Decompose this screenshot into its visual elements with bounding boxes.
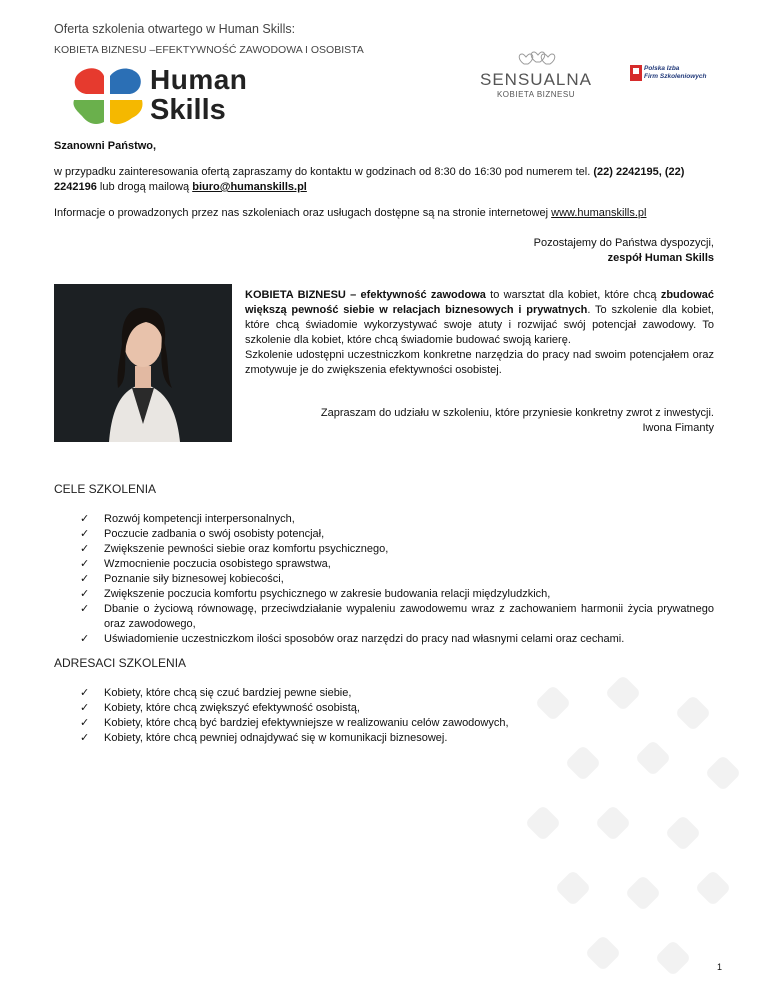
list-item <box>54 527 714 542</box>
sensualna-logo <box>476 44 596 108</box>
list-item-text: Kobiety, które chcą pewniej odnajdywać się w komunikacji biznesowej. <box>104 732 448 744</box>
info-paragraph <box>54 207 647 219</box>
contact-text: w przypadku zainteresowania ofertą zapraszamy do kontaktu w godzinach od 8:30 do 16:30 pod numerem tel. <box>54 166 594 178</box>
checkmark-icon: ✓ <box>80 603 90 615</box>
intro-highlight: zbudować większą pewność siebie w relacjach biznesowych i prywatnych <box>245 289 714 316</box>
checkmark-icon: ✓ <box>80 528 90 540</box>
pifs-line1: Polska Izba <box>644 65 680 72</box>
website-link[interactable]: www.humanskills.pl <box>551 207 647 219</box>
pifs-line2: Firm Szkoleniowych <box>644 73 707 80</box>
checkmark-icon: ✓ <box>80 732 90 744</box>
sensualna-sub: KOBIETA BIZNESU <box>496 90 576 99</box>
intro-text-2: . To szkolenie dla kobiet, które chcą świadomie wykorzystywać swoje atuty i rozwijać swój potencjał zawodowy. To szkolenie dla kobiet, które chcą świadomie budować swoją karierę. <box>245 304 714 346</box>
list-item-text: Poczucie zadbania o swój osobisty potencjał, <box>104 528 325 540</box>
audience-heading: ADRESACI SZKOLENIA <box>54 656 187 670</box>
info-text: Informacje o prowadzonych przez nas szkoleniach oraz usługach dostępne są na stronie internetowej <box>54 207 552 219</box>
phone-1: (22) 2242195, <box>593 166 662 178</box>
puzzle-heart-icon <box>70 64 146 128</box>
checkmark-icon: ✓ <box>80 588 90 600</box>
list-item-text: Kobiety, które chcą zwiększyć efektywność osobistą, <box>104 702 360 714</box>
list-item <box>54 686 714 701</box>
logo-word-skills: Skills <box>150 94 226 126</box>
greeting: Szanowni Państwo, <box>54 140 157 152</box>
list-item-text: Zwiększenie poczucia komfortu psychicznego w zakresie budowania relacji międzyludzkich, <box>104 588 551 600</box>
sensualna-name: SENSUALNA <box>480 70 592 89</box>
intro-paragraph-2: Szkolenie udostępni uczestniczkom konkretne narzędzia do pracy nad swoim potencjałem oraz zmotywuje je do zwiększenia efektywności osobistej. <box>245 349 714 376</box>
pifs-logo <box>630 64 720 86</box>
list-item <box>54 701 714 716</box>
list-item <box>54 572 714 587</box>
training-intro <box>245 288 714 378</box>
checkmark-icon: ✓ <box>80 687 90 699</box>
trainer-photo <box>54 284 232 442</box>
list-item-text: Dbanie o życiową równowagę, przeciwdziałanie wypaleniu zawodowemu wraz z zachowaniem harmonii życia prywatnego oraz zawodowego, <box>104 603 714 630</box>
email-link[interactable]: biuro@humanskills.pl <box>192 181 307 193</box>
list-item <box>54 512 714 527</box>
logo-word-human: Human <box>150 64 248 95</box>
list-item-text: Kobiety, które chcą być bardziej efektywniejsze w realizowaniu celów zawodowych, <box>104 717 509 729</box>
list-item-text: Rozwój kompetencji interpersonalnych, <box>104 513 295 525</box>
list-item <box>54 587 714 602</box>
goals-heading: CELE SZKOLENIA <box>54 482 157 496</box>
list-item <box>54 632 714 647</box>
signoff-line2: zespół Human Skills <box>607 252 714 264</box>
list-item <box>54 731 714 746</box>
list-item-text: Poznanie siły biznesowej kobiecości, <box>104 573 284 585</box>
checkmark-icon: ✓ <box>80 702 90 714</box>
checkmark-icon: ✓ <box>80 633 90 645</box>
checkmark-icon: ✓ <box>80 558 90 570</box>
list-item <box>54 716 714 731</box>
checkmark-icon: ✓ <box>80 573 90 585</box>
invitation-text: Zapraszam do udziału w szkoleniu, które przyniesie konkretny zwrot z inwestycji. <box>320 407 714 419</box>
invitation <box>245 406 714 436</box>
page-number: 1 <box>716 962 722 972</box>
phone-2: (22) 2242196 <box>54 166 685 193</box>
trainer-name: Iwona Fimanty <box>642 422 714 434</box>
team-signoff <box>534 236 714 266</box>
checkmark-icon: ✓ <box>80 513 90 525</box>
checkmark-icon: ✓ <box>80 717 90 729</box>
list-item-text: Zwiększenie pewności siebie oraz komfortu psychicznego, <box>104 543 389 555</box>
audience-list <box>54 686 714 746</box>
hearts-icon <box>516 50 556 68</box>
human-skills-logo <box>70 64 260 128</box>
list-item <box>54 557 714 572</box>
list-item-text: Wzmocnienie poczucia osobistego sprawstwa, <box>104 558 331 570</box>
goals-list <box>54 512 714 647</box>
pifs-mark-icon <box>630 65 642 81</box>
intro-text-1: to warsztat dla kobiet, które chcą <box>485 289 661 301</box>
list-item <box>54 602 714 632</box>
intro-title: KOBIETA BIZNESU – efektywność zawodowa <box>245 289 486 301</box>
offer-title: Oferta szkolenia otwartego w Human Skills: <box>54 22 296 36</box>
contact-paragraph <box>54 165 714 195</box>
contact-text-2: lub drogą mailową <box>96 181 193 193</box>
signoff-line1: Pozostajemy do Państwa dyspozycji, <box>533 237 714 249</box>
list-item-text: Kobiety, które chcą się czuć bardziej pewne siebie, <box>104 687 352 699</box>
offer-subtitle: KOBIETA BIZNESU –EFEKTYWNOŚĆ ZAWODOWA I OSOBISTA <box>54 44 364 56</box>
list-item-text: Uświadomienie uczestniczkom ilości sposobów oraz narzędzi do pracy nad własnymi celami oraz cechami. <box>104 633 625 645</box>
list-item <box>54 542 714 557</box>
checkmark-icon: ✓ <box>80 543 90 555</box>
